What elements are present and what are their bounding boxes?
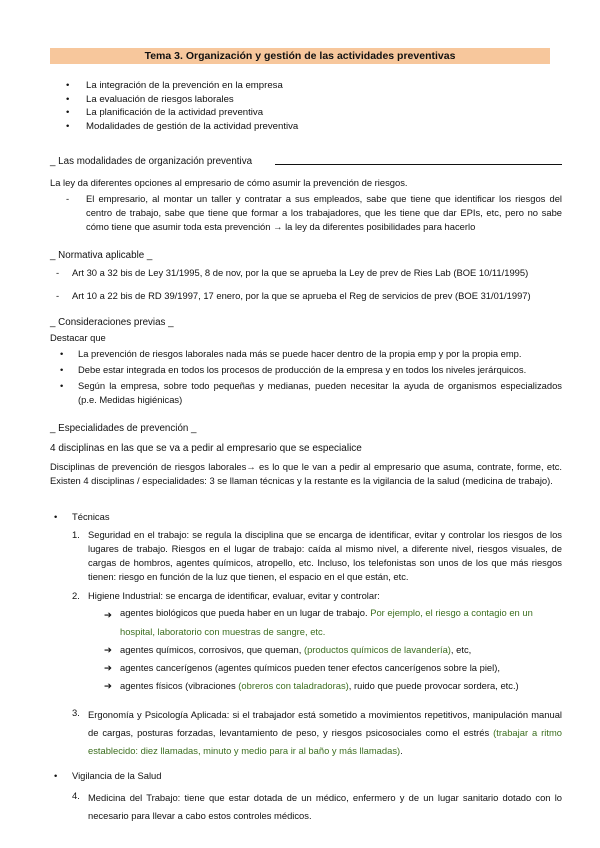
especialidades-heading: _ Especialidades de prevención _ [50, 423, 197, 434]
dash-marker: - [66, 193, 70, 204]
normativa-heading: _ Normativa aplicable _ [50, 250, 153, 261]
topic-item: • La evaluación de riesgos laborales [50, 93, 298, 107]
consideraciones-intro: Destacar que [50, 332, 106, 343]
agente-biologico: ➔ agentes biológicos que pueda haber en un lugar de trabajo. Por ejemplo, el riesgo a contagio en un hospital, laboratorio con muestras de sangre, etc. [104, 607, 533, 637]
topic-item: • La integración de la prevención en la empresa [50, 79, 298, 93]
modalidades-item [66, 192, 562, 234]
normativa-item: - Art 10 a 22 bis de RD 39/1997, 17 enero, por la que se aprueba el Reg de servicios de prev (BOE 31/01/1997) [56, 289, 566, 303]
topic-item: • La planificación de la actividad preventiva [50, 106, 298, 120]
agente-cancerigeno: ➔ agentes cancerígenos (agentes químicos pueden tener efectos cancerígenos sobre la piel), [104, 661, 562, 675]
page-title: Tema 3. Organización y gestión de las actividades preventivas [144, 50, 456, 62]
tecnica-item-ergonomia: 3. Ergonomía y Psicología Aplicada: si el trabajador está sometido a movimientos repetitivos, manipulación manual de cargas, posturas forzadas, levantamiento de peso, y riesgos psicosociales como el estrés (trabajar a ritmo establecido: diez llamadas, minuto y medio para ir al baño y más llamadas). [72, 707, 563, 756]
especialidades-intro: Disciplinas de prevención de riesgos laborales→ es lo que le van a pedir al empresario que asuma, contrate, forme, etc. Existen 4 disciplinas / especialidades: 3 se llaman técnicas y la restante es la vigilancia de la salud (medicina de trabajo). [50, 461, 562, 487]
agente-quimico: ➔ agentes químicos, corrosivos, que queman, (productos químicos de lavandería), etc, [104, 643, 562, 657]
topic-item: • Modalidades de gestión de la actividad preventiva [50, 120, 298, 134]
arrow-icon: ➔ [104, 680, 112, 691]
modalidades-item-text: El empresario, al montar un taller y contratar a sus empleados, sabe que tiene que identificar los riesgos del centro de trabajo, sabe que tiene que formar a los trabajadores, que les tiene que dar EPIs, etc, pero no sabe cómo tiene que asumir toda esta prevención → la ley da diferentes posibilidades para hacerlo [86, 193, 562, 233]
dash-marker: - [56, 290, 60, 301]
arrow-icon: ➔ [104, 609, 112, 620]
normativa-item: - Art 30 a 32 bis de Ley 31/1995, 8 de nov, por la que se aprueba la Ley de prev de Ries Lab (BOE 10/11/1995) [56, 266, 566, 280]
tecnica-item-higiene: 2. Higiene Industrial: se encarga de identificar, evaluar, evitar y controlar: [72, 590, 380, 601]
vigilancia-label: • Vigilancia de la Salud [54, 770, 162, 781]
consideraciones-item: • La prevención de riesgos laborales nada más se puede hacer dentro de la propia emp y por la propia emp. [60, 348, 522, 359]
especialidades-subheading: 4 disciplinas en las que se va a pedir al empresario que se especialice [50, 443, 362, 454]
dash-marker: - [56, 267, 60, 278]
vigilancia-item-medicina: 4. Medicina del Trabajo: tiene que estar dotada de un médico, enfermero y de un lugar sanitario dotado con lo necesario para llevar a cabo estos controles médicos. [72, 790, 562, 821]
agente-fisico: ➔ agentes físicos (vibraciones (obreros con taladradoras), ruido que puede provocar sordera, etc.) [104, 679, 562, 693]
consideraciones-heading: _ Consideraciones previas _ [50, 317, 174, 328]
modalidades-heading: _ Las modalidades de organización preventiva [50, 156, 253, 167]
tecnicas-label: • Técnicas [54, 511, 110, 522]
title-bar [50, 48, 550, 64]
arrow-icon: ➔ [104, 662, 112, 673]
tecnica-item-seguridad: 1. Seguridad en el trabajo: se regula la disciplina que se encarga de identificar, evitar y controlar los riesgos de los lugares de trabajo. Riesgos en el lugar de trabajo: caída al mismo nivel, a diferente nivel, riesgos visuales, de cargas de hombros, agentes químicos, atropello, etc. Incluso, los telefonistas son unos de los que más riesgos tienen: riesgo en función de la luz que tienen, el espacio en el que están, etc. [72, 529, 562, 583]
consideraciones-item: • Según la empresa, sobre todo pequeñas y medianas, pueden necesitar la ayuda de organismos especializados (p.e. Medidas higiénicas) [60, 380, 562, 406]
topics-list [50, 79, 298, 133]
modalidades-intro: La ley da diferentes opciones al empresario de cómo asumir la prevención de riesgos. [50, 177, 408, 188]
heading-underline [275, 164, 562, 165]
arrow-icon: ➔ [104, 644, 112, 655]
consideraciones-item: • Debe estar integrada en todos los procesos de producción de la empresa y en todos los niveles jerárquicos. [60, 364, 527, 375]
